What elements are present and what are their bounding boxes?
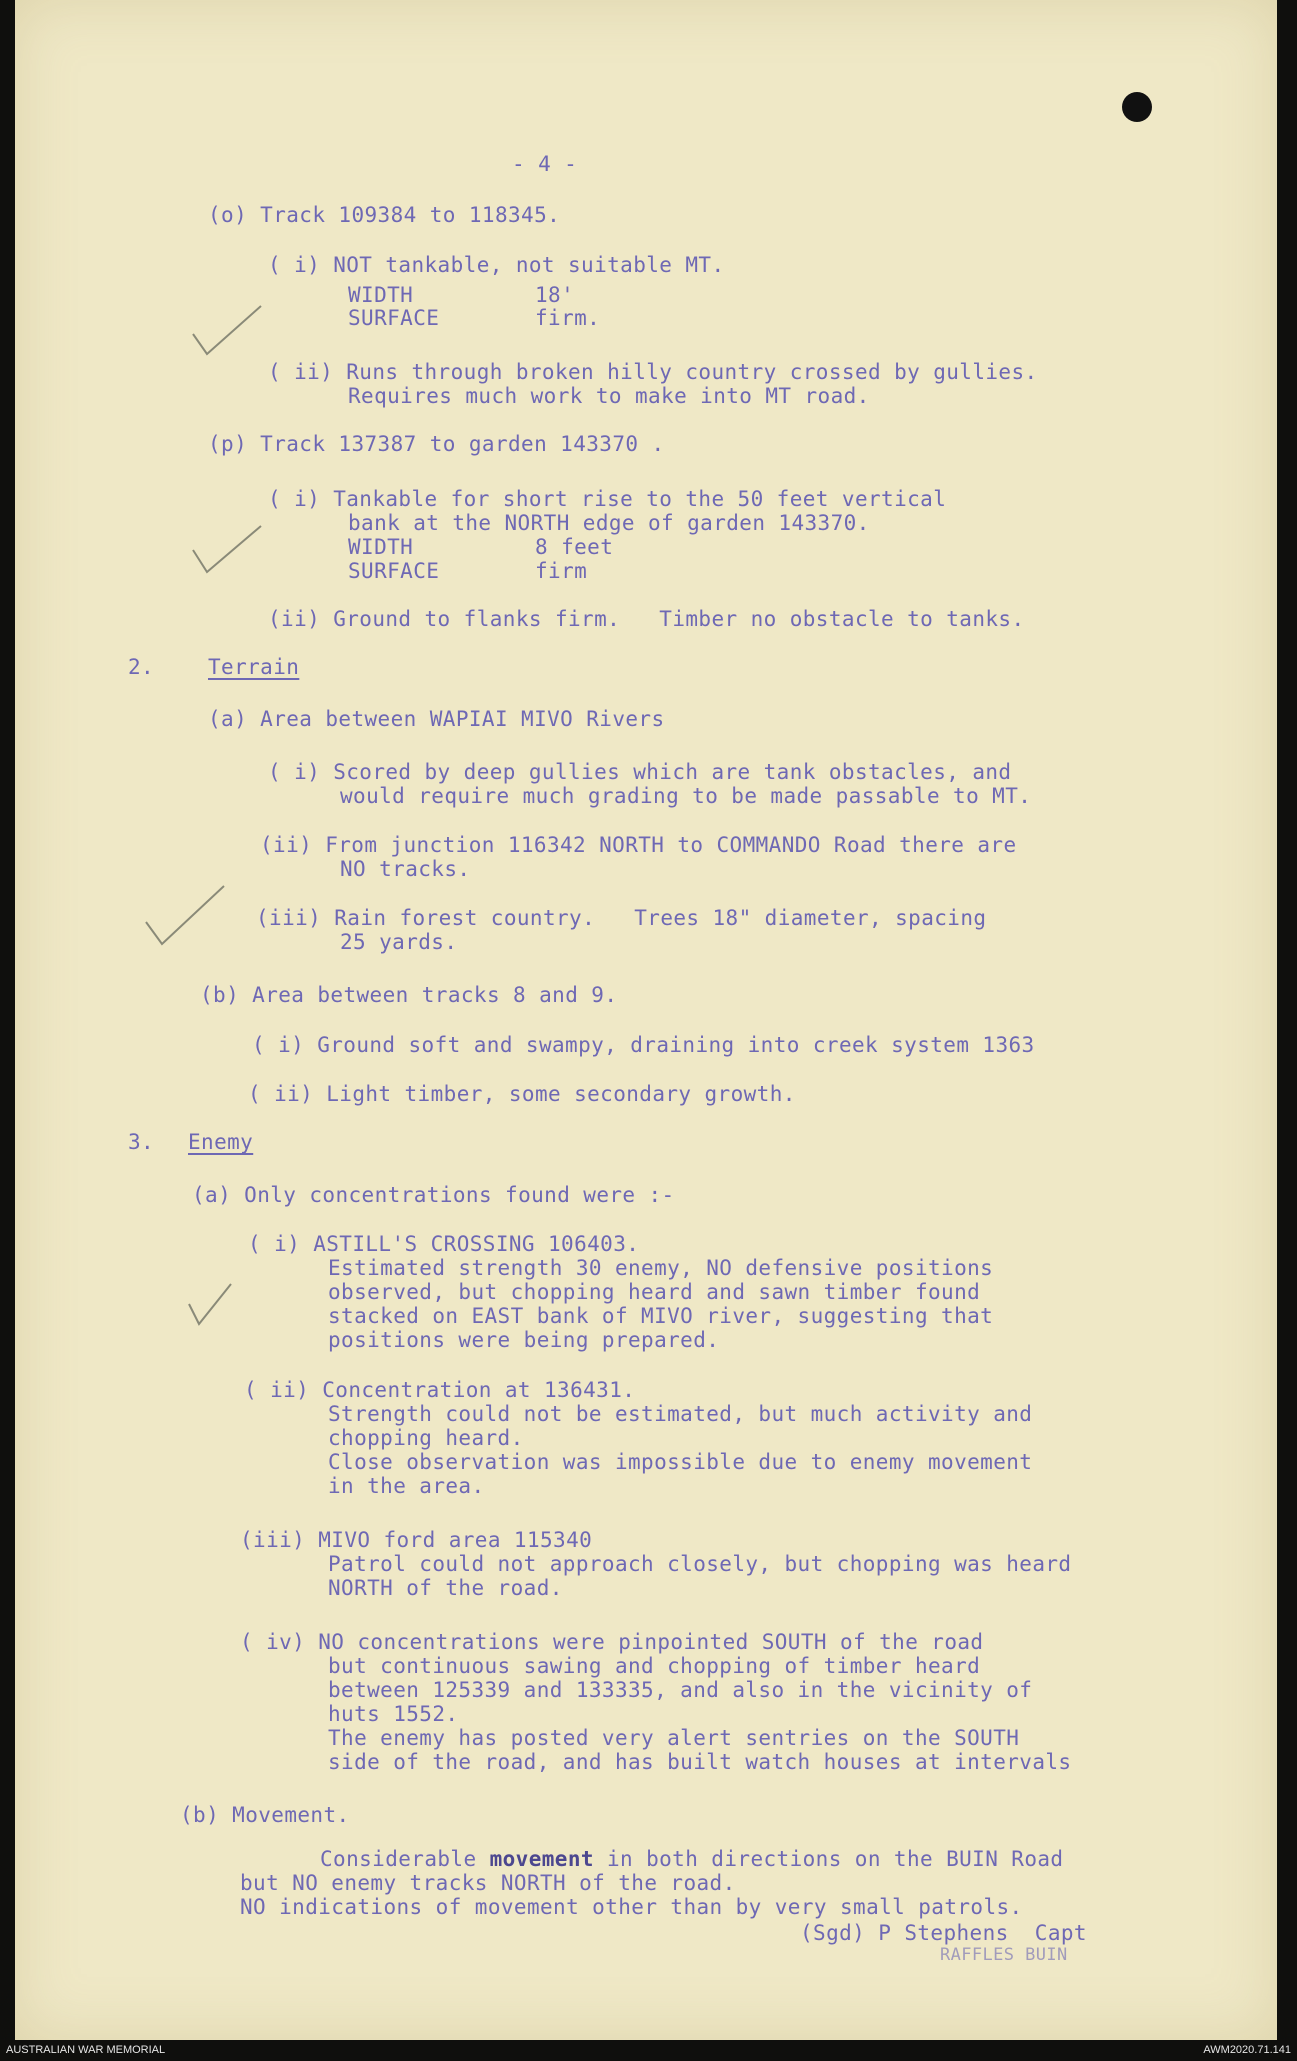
section-p-heading: (p) Track 137387 to garden 143370 . (208, 432, 665, 456)
section-p-i-line2: bank at the NORTH edge of garden 143370. (348, 511, 870, 535)
enemy-a-i-line1: ( i) ASTILL'S CROSSING 106403. (248, 1232, 640, 1256)
check-mark-icon (187, 520, 267, 580)
section-o-i: ( i) NOT tankable, not suitable MT. (268, 253, 725, 277)
enemy-a-i-line2: Estimated strength 30 enemy, NO defensive positions (328, 1256, 994, 1280)
enemy-b-line3: NO indications of movement other than by very small patrols. (240, 1895, 1023, 1919)
terrain-b-ii: ( ii) Light timber, some secondary growth. (248, 1082, 796, 1106)
check-mark-icon (140, 880, 230, 950)
signature-line2: RAFFLES BUIN (940, 1945, 1068, 1965)
terrain-a-ii-line2: NO tracks. (340, 857, 471, 881)
section-3-number: 3. (128, 1130, 155, 1154)
enemy-a-i-line4: stacked on EAST bank of MIVO river, suggesting that (328, 1304, 994, 1328)
section-p-i-line1: ( i) Tankable for short rise to the 50 feet vertical (268, 487, 947, 511)
section-2-title: Terrain (208, 655, 300, 679)
enemy-a-iii-line1: (iii) MIVO ford area 115340 (240, 1528, 593, 1552)
check-mark-icon (187, 300, 267, 360)
enemy-a-i-line3: observed, but chopping heard and sawn timber found (328, 1280, 981, 1304)
enemy-b-line1-start: Considerable (320, 1847, 490, 1871)
enemy-a-iii-line3: NORTH of the road. (328, 1576, 563, 1600)
section-o-ii-line1: ( ii) Runs through broken hilly country crossed by gullies. (268, 360, 1038, 384)
enemy-a-ii-line3: chopping heard. (328, 1426, 524, 1450)
section-2-number: 2. (128, 655, 155, 679)
terrain-a-i-line1: ( i) Scored by deep gullies which are tank obstacles, and (268, 760, 1012, 784)
section-p-width-label: WIDTH (348, 535, 414, 559)
section-3-title: Enemy (188, 1130, 254, 1154)
terrain-a-iii-line2: 25 yards. (340, 930, 458, 954)
signature-line1: (Sgd) P Stephens Capt (800, 1921, 1087, 1945)
terrain-b-i: ( i) Ground soft and swampy, draining into creek system 1363 (252, 1033, 1035, 1057)
document-page (15, 0, 1277, 2040)
enemy-a-iv-line2: but continuous sawing and chopping of timber heard (328, 1654, 981, 1678)
archive-footer (0, 2040, 1297, 2061)
enemy-a-ii-line4: Close observation was impossible due to enemy movement (328, 1450, 1033, 1474)
section-o-heading: (o) Track 109384 to 118345. (208, 203, 561, 227)
enemy-a-iv-line4: huts 1552. (328, 1702, 459, 1726)
footer-archive-name: AUSTRALIAN WAR MEMORIAL (6, 2044, 166, 2056)
enemy-a-ii-line5: in the area. (328, 1474, 485, 1498)
enemy-a-iv-line1: ( iv) NO concentrations were pinpointed SOUTH of the road (240, 1630, 984, 1654)
section-o-width-label: WIDTH (348, 283, 414, 307)
enemy-a-ii-line1: ( ii) Concentration at 136431. (244, 1378, 636, 1402)
section-p-width-value: 8 feet (535, 535, 614, 559)
section-o-ii-line2: Requires much work to make into MT road. (348, 384, 870, 408)
terrain-b: (b) Area between tracks 8 and 9. (200, 983, 618, 1007)
section-p-surface-label: SURFACE (348, 559, 440, 583)
enemy-a-iv-line6: side of the road, and has built watch houses at intervals (328, 1750, 1072, 1774)
enemy-b-line2: but NO enemy tracks NORTH of the road. (240, 1871, 736, 1895)
punch-hole (1122, 92, 1152, 122)
footer-catalogue-id: AWM2020.71.141 (1203, 2044, 1291, 2056)
terrain-a-i-line2: would require much grading to be made passable to MT. (340, 784, 1032, 808)
section-o-surface-label: SURFACE (348, 306, 440, 330)
enemy-a: (a) Only concentrations found were :- (192, 1183, 675, 1207)
enemy-a-iv-line3: between 125339 and 133335, and also in the vicinity of (328, 1678, 1033, 1702)
terrain-a: (a) Area between WAPIAI MIVO Rivers (208, 707, 665, 731)
enemy-a-ii-line2: Strength could not be estimated, but much activity and (328, 1402, 1033, 1426)
section-p-ii: (ii) Ground to flanks firm. Timber no obstacle to tanks. (268, 607, 1025, 631)
section-o-width-value: 18' (535, 283, 575, 307)
enemy-b-overtyped-word: movement (489, 1847, 594, 1871)
terrain-a-ii-line1: (ii) From junction 116342 NORTH to COMMANDO Road there are (260, 833, 1017, 857)
page-number: - 4 - (512, 152, 578, 176)
section-o-surface-value: firm. (535, 306, 601, 330)
section-p-surface-value: firm (535, 559, 588, 583)
enemy-b: (b) Movement. (180, 1803, 350, 1827)
enemy-a-iv-line5: The enemy has posted very alert sentries on the SOUTH (328, 1726, 1020, 1750)
enemy-a-iii-line2: Patrol could not approach closely, but chopping was heard (328, 1552, 1072, 1576)
enemy-a-i-line5: positions were being prepared. (328, 1328, 720, 1352)
check-mark-icon (185, 1280, 235, 1330)
terrain-a-iii-line1: (iii) Rain forest country. Trees 18" diameter, spacing (256, 906, 987, 930)
enemy-b-line1 (320, 1847, 1063, 1871)
enemy-b-line1-end: in both directions on the BUIN Road (593, 1847, 1064, 1871)
